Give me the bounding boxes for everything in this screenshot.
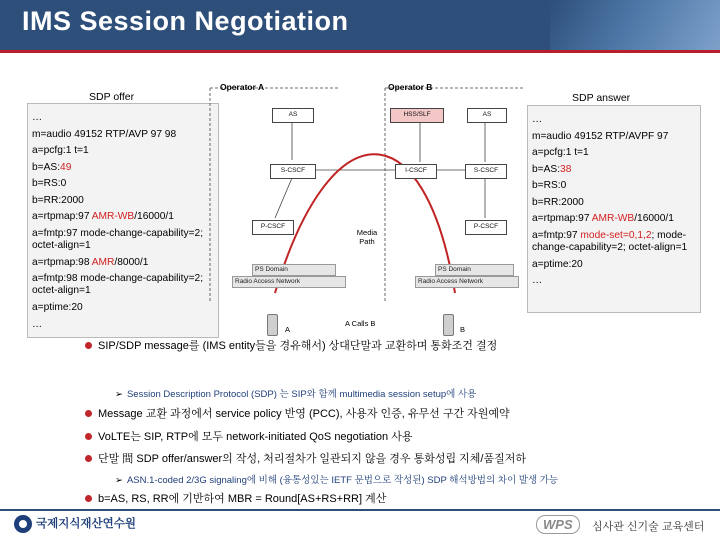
sdp-highlight: AMR-WB — [91, 211, 135, 222]
sdp-line — [32, 110, 218, 127]
org-logo-icon — [14, 515, 32, 533]
sdp-line — [32, 273, 218, 297]
operator-b-label: Operator B — [388, 82, 433, 92]
ran-b: Radio Access Network — [415, 276, 519, 288]
sdp-line — [532, 273, 700, 290]
sdp-line — [32, 127, 218, 144]
sub-bullet-item: ➢ ASN.1-coded 2/3G signaling에 비해 (융통성있는 IETF 문법으로 작성된) SDP 해석방법의 차이 발생 가능 — [115, 475, 559, 486]
sdp-highlight: 38 — [560, 163, 572, 175]
arrow-icon: ➢ — [115, 389, 123, 400]
bullet-item: Message 교환 과정에서 service policy 반영 (PCC), 사용자 인증, 유무선 구간 자원예약 — [85, 405, 510, 421]
ue-a-label: A — [285, 325, 291, 334]
sdp-text: ; mode-change-capability=2; octet-align=1 — [532, 229, 688, 253]
p-cscf-node-b: P-CSCF — [465, 220, 507, 235]
sdp-highlight: AMR-WB — [591, 213, 635, 224]
sdp-line — [532, 230, 700, 254]
i-cscf-node: I-CSCF — [395, 164, 437, 179]
hss-slf-node: HSS/SLF — [390, 108, 444, 123]
ran-a: Radio Access Network — [232, 276, 346, 288]
sdp-answer-box — [527, 105, 701, 313]
sdp-text: b=AS: — [532, 163, 561, 175]
sdp-text: … — [32, 318, 43, 330]
sdp-line — [32, 143, 218, 160]
bullet-item: b=AS, RS, RR에 기반하여 MBR = Round[AS+RS+RR] 계산 — [85, 490, 386, 506]
as-node-b: AS — [467, 108, 507, 123]
bullet-item: 단말 間 SDP offer/answer의 작성, 처리절차가 일관되지 않을 경우 통화성립 지체/품질저하 — [85, 450, 526, 466]
sdp-answer-label: SDP answer — [572, 92, 631, 104]
sdp-text: /16000/1 — [634, 213, 674, 224]
sdp-text: … — [532, 114, 543, 125]
ue-b-label: B — [460, 325, 466, 334]
s-cscf-node-a: S-CSCF — [270, 164, 316, 179]
s-cscf-node-b: S-CSCF — [465, 164, 507, 179]
sub-bullet-item: ➢ Session Description Protocol (SDP) 는 SIP와 함께 multimedia session setup에 사용 — [115, 389, 477, 400]
sdp-line — [32, 209, 218, 226]
phone-icon-a — [267, 314, 278, 336]
bullet-item: VoLTE는 SIP, RTP에 모두 network-initiated QoS negotiation 사용 — [85, 428, 412, 444]
sdp-text: a=rtpmap:97 — [532, 213, 592, 224]
arrow-icon: ➢ — [115, 475, 123, 486]
sdp-line — [532, 178, 700, 195]
sdp-text: /8000/1 — [114, 256, 149, 268]
phone-icon-b — [443, 314, 454, 336]
sdp-line — [532, 129, 700, 146]
sdp-line — [32, 176, 218, 193]
sdp-text: … — [532, 275, 543, 286]
sdp-line — [532, 162, 700, 179]
sdp-text: a=rtpmap:97 — [32, 211, 92, 222]
slide-title: IMS Session Negotiation — [22, 6, 349, 36]
sdp-line — [32, 317, 218, 334]
sdp-text: a=ptime:20 — [532, 258, 583, 270]
bullet-dot — [85, 410, 92, 417]
bullet-dot — [85, 455, 92, 462]
sdp-line — [532, 195, 700, 212]
sdp-line — [532, 112, 700, 129]
sdp-text: b=RR:2000 — [32, 194, 84, 206]
sdp-text: a=fmtp:97 mode-change-capability=2; octet-align=1 — [32, 227, 204, 251]
sdp-highlight: AMR — [91, 256, 115, 268]
sdp-text: b=RS:0 — [532, 180, 567, 191]
sdp-text: a=pcfg:1 t=1 — [32, 145, 89, 156]
sdp-offer-label: SDP offer — [89, 91, 135, 103]
sdp-text: a=fmtp:98 mode-change-capability=2; octet-align=1 — [32, 273, 204, 296]
sdp-text: b=RR:2000 — [532, 196, 584, 208]
sdp-text: a=fmtp:97 — [532, 229, 581, 241]
footer-divider — [0, 509, 720, 511]
footer-center-name: 심사관 신기술 교육센터 — [592, 521, 705, 533]
sdp-text: a=pcfg:1 t=1 — [532, 147, 589, 158]
sdp-text: b=AS: — [32, 161, 61, 173]
sdp-line — [32, 228, 218, 252]
sdp-line — [532, 145, 700, 162]
sdp-line — [532, 211, 700, 228]
sdp-highlight: mode-set=0,1,2 — [580, 229, 652, 241]
sdp-line — [532, 257, 700, 274]
sdp-text: /16000/1 — [134, 211, 174, 222]
title-divider — [0, 50, 720, 53]
bullet-dot — [85, 495, 92, 502]
as-node-a: AS — [272, 108, 314, 123]
ps-domain-a: PS Domain — [252, 264, 336, 276]
network-diagram — [200, 78, 530, 340]
sdp-text: m=audio 49152 RTP/AVP 97 98 — [32, 128, 177, 140]
ps-domain-b: PS Domain — [435, 264, 514, 276]
sdp-line — [32, 160, 218, 177]
title-bar — [0, 0, 720, 50]
sdp-line — [32, 300, 218, 317]
sdp-text: m=audio 49152 RTP/AVPF 97 — [532, 130, 669, 142]
p-cscf-node-a: P-CSCF — [252, 220, 294, 235]
bullet-item: SIP/SDP message를 (IMS entity들을 경유해서) 상대단말과 교환하며 통화조건 결정 — [85, 337, 497, 353]
bullet-dot — [85, 433, 92, 440]
media-path-label: Media Path — [356, 228, 378, 246]
sdp-text: a=rtpmap:98 — [32, 256, 92, 268]
sdp-highlight: 49 — [60, 161, 72, 173]
sdp-offer-box — [27, 103, 219, 338]
sdp-text: a=ptime:20 — [32, 302, 83, 313]
sdp-line — [32, 255, 218, 272]
wps-logo: WPS — [536, 515, 580, 534]
a-calls-b-label: A Calls B — [345, 319, 376, 328]
operator-a-label: Operator A — [220, 82, 265, 92]
org-logo: 국제지식재산연수원 — [14, 515, 136, 533]
sdp-text: b=RS:0 — [32, 178, 67, 189]
sdp-line — [32, 193, 218, 210]
title-bar-accent — [550, 0, 720, 50]
bullet-dot — [85, 342, 92, 349]
sdp-text: … — [32, 112, 43, 123]
